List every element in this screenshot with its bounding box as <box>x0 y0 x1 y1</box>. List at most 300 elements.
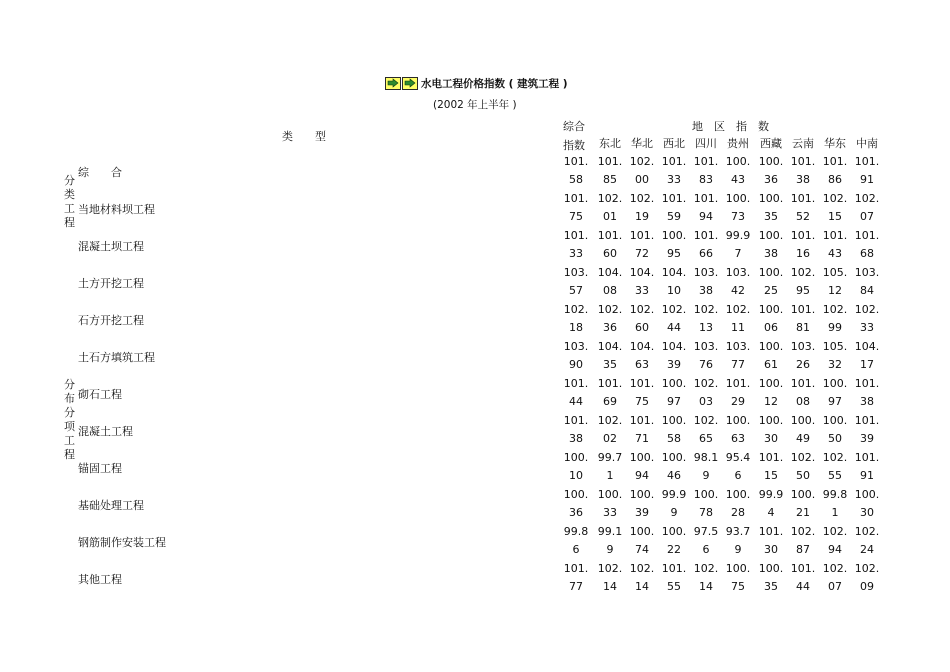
region-index-cell <box>658 560 690 596</box>
value-decimal-part: 75 <box>635 395 649 408</box>
value-integer-part: 100. <box>661 451 687 464</box>
value-integer-part: 102. <box>822 525 848 538</box>
value-integer-part: 102. <box>693 303 719 316</box>
region-index-cell <box>819 227 851 263</box>
value-integer-part: 99.9 <box>725 229 751 242</box>
value-integer-part: 104. <box>629 266 655 279</box>
value-decimal-part: 35 <box>764 580 778 593</box>
region-index-cell <box>851 486 883 522</box>
region-header: 贵州 <box>727 137 749 150</box>
region-index-cell <box>787 412 819 448</box>
value-decimal-part: 08 <box>603 284 617 297</box>
value-decimal-part: 73 <box>731 210 745 223</box>
green-arrow-icon <box>402 77 418 90</box>
region-index-cell <box>690 449 722 485</box>
value-integer-part: 102. <box>661 303 687 316</box>
row-label: 综 合 <box>78 166 122 179</box>
value-decimal-part: 72 <box>635 247 649 260</box>
composite-index-header: 指数 <box>563 139 585 152</box>
value-integer-part: 102. <box>822 192 848 205</box>
region-index-cell <box>626 264 658 300</box>
region-index-cell <box>755 301 787 337</box>
value-decimal-part: 87 <box>796 543 810 556</box>
value-decimal-part: 81 <box>796 321 810 334</box>
value-decimal-part: 12 <box>764 395 778 408</box>
type-header: 类 型 <box>282 130 326 143</box>
value-integer-part: 101. <box>854 451 880 464</box>
value-decimal-part: 44 <box>569 395 583 408</box>
value-integer-part: 104. <box>661 340 687 353</box>
value-decimal-part: 61 <box>764 358 778 371</box>
value-integer-part: 101. <box>563 414 589 427</box>
value-decimal-part: 52 <box>796 210 810 223</box>
region-header: 云南 <box>792 137 814 150</box>
composite-index-cell <box>560 412 592 448</box>
value-integer-part: 101. <box>661 155 687 168</box>
region-index-cell <box>594 227 626 263</box>
value-integer-part: 100. <box>758 229 784 242</box>
value-integer-part: 101. <box>563 229 589 242</box>
value-integer-part: 104. <box>629 340 655 353</box>
region-index-cell <box>658 338 690 374</box>
composite-index-cell <box>560 227 592 263</box>
value-decimal-part: 75 <box>731 580 745 593</box>
value-decimal-part: 75 <box>569 210 583 223</box>
value-integer-part: 100. <box>758 266 784 279</box>
value-integer-part: 101. <box>854 414 880 427</box>
region-index-cell <box>755 375 787 411</box>
row-label: 土石方填筑工程 <box>78 351 155 364</box>
value-integer-part: 102. <box>693 562 719 575</box>
region-index-cell <box>787 375 819 411</box>
region-index-cell <box>851 412 883 448</box>
region-index-cell <box>690 375 722 411</box>
region-index-header: 地 区 指 数 <box>692 120 769 133</box>
region-index-cell <box>787 449 819 485</box>
group-label: 分布分项工程 <box>64 378 75 461</box>
region-index-cell <box>722 153 754 189</box>
value-decimal-part: 94 <box>699 210 713 223</box>
value-decimal-part: 30 <box>764 543 778 556</box>
region-index-cell <box>851 301 883 337</box>
value-integer-part: 102. <box>629 562 655 575</box>
document-title: 水电工程价格指数 ( 建筑工程 ) <box>421 77 568 90</box>
value-decimal-part: 50 <box>796 469 810 482</box>
region-index-cell <box>819 560 851 596</box>
region-index-cell <box>658 301 690 337</box>
value-decimal-part: 32 <box>828 358 842 371</box>
region-index-cell <box>626 338 658 374</box>
region-index-cell <box>690 523 722 559</box>
value-integer-part: 100. <box>661 229 687 242</box>
value-decimal-part: 18 <box>569 321 583 334</box>
region-index-cell <box>722 190 754 226</box>
value-decimal-part: 63 <box>635 358 649 371</box>
value-decimal-part: 00 <box>635 173 649 186</box>
region-index-cell <box>851 264 883 300</box>
value-integer-part: 102. <box>790 266 816 279</box>
region-index-cell <box>594 190 626 226</box>
value-decimal-part: 65 <box>699 432 713 445</box>
value-decimal-part: 69 <box>603 395 617 408</box>
value-integer-part: 102. <box>854 562 880 575</box>
value-integer-part: 100. <box>758 155 784 168</box>
value-decimal-part: 08 <box>796 395 810 408</box>
value-decimal-part: 90 <box>569 358 583 371</box>
value-decimal-part: 38 <box>569 432 583 445</box>
value-integer-part: 100. <box>629 488 655 501</box>
composite-index-cell <box>560 264 592 300</box>
row-label: 混凝土坝工程 <box>78 240 144 253</box>
value-integer-part: 101. <box>597 229 623 242</box>
value-decimal-part: 95 <box>667 247 681 260</box>
region-index-cell <box>819 486 851 522</box>
value-integer-part: 100. <box>725 488 751 501</box>
value-decimal-part: 14 <box>603 580 617 593</box>
region-index-cell <box>851 449 883 485</box>
value-integer-part: 100. <box>693 488 719 501</box>
region-index-cell <box>722 449 754 485</box>
value-integer-part: 101. <box>661 562 687 575</box>
value-decimal-part: 36 <box>764 173 778 186</box>
value-integer-part: 103. <box>725 340 751 353</box>
value-integer-part: 99.9 <box>758 488 784 501</box>
region-index-cell <box>658 375 690 411</box>
value-decimal-part: 16 <box>796 247 810 260</box>
value-decimal-part: 14 <box>699 580 713 593</box>
value-decimal-part: 66 <box>699 247 713 260</box>
region-index-cell <box>626 523 658 559</box>
value-integer-part: 101. <box>563 192 589 205</box>
region-index-cell <box>755 449 787 485</box>
composite-index-cell <box>560 486 592 522</box>
value-integer-part: 100. <box>822 377 848 390</box>
value-decimal-part: 42 <box>731 284 745 297</box>
value-decimal-part: 63 <box>731 432 745 445</box>
region-index-cell <box>690 560 722 596</box>
region-index-cell <box>658 227 690 263</box>
region-index-cell <box>594 375 626 411</box>
value-integer-part: 100. <box>758 562 784 575</box>
region-index-cell <box>690 338 722 374</box>
value-integer-part: 101. <box>597 155 623 168</box>
region-index-cell <box>722 486 754 522</box>
value-integer-part: 100. <box>629 451 655 464</box>
region-index-cell <box>787 264 819 300</box>
region-index-cell <box>658 449 690 485</box>
value-integer-part: 101. <box>790 155 816 168</box>
value-decimal-part: 11 <box>731 321 745 334</box>
region-index-cell <box>819 375 851 411</box>
value-decimal-part: 99 <box>828 321 842 334</box>
region-index-cell <box>851 338 883 374</box>
region-index-cell <box>819 190 851 226</box>
region-index-cell <box>787 227 819 263</box>
composite-header: 综合 <box>563 120 585 133</box>
value-decimal-part: 43 <box>828 247 842 260</box>
value-decimal-part: 33 <box>635 284 649 297</box>
value-decimal-part: 55 <box>828 469 842 482</box>
region-index-cell <box>658 523 690 559</box>
row-label: 土方开挖工程 <box>78 277 144 290</box>
value-integer-part: 103. <box>854 266 880 279</box>
value-decimal-part: 35 <box>764 210 778 223</box>
value-integer-part: 102. <box>597 192 623 205</box>
row-label: 砌石工程 <box>78 388 122 401</box>
value-integer-part: 104. <box>854 340 880 353</box>
value-decimal-part: 14 <box>635 580 649 593</box>
value-integer-part: 100. <box>790 488 816 501</box>
value-decimal-part: 38 <box>796 173 810 186</box>
value-decimal-part: 50 <box>828 432 842 445</box>
value-integer-part: 102. <box>597 303 623 316</box>
region-index-cell <box>626 153 658 189</box>
region-header: 华东 <box>824 137 846 150</box>
value-decimal-part: 60 <box>635 321 649 334</box>
value-integer-part: 101. <box>822 229 848 242</box>
region-index-cell <box>722 523 754 559</box>
value-decimal-part: 58 <box>569 173 583 186</box>
region-index-cell <box>594 338 626 374</box>
region-index-cell <box>658 264 690 300</box>
region-index-cell <box>787 301 819 337</box>
value-decimal-part: 01 <box>603 210 617 223</box>
value-decimal-part: 03 <box>699 395 713 408</box>
value-integer-part: 101. <box>661 192 687 205</box>
value-integer-part: 102. <box>629 192 655 205</box>
value-decimal-part: 85 <box>603 173 617 186</box>
region-index-cell <box>594 560 626 596</box>
value-decimal-part: 97 <box>667 395 681 408</box>
value-decimal-part: 68 <box>860 247 874 260</box>
region-index-cell <box>626 227 658 263</box>
value-integer-part: 101. <box>563 377 589 390</box>
region-index-cell <box>819 523 851 559</box>
value-decimal-part: 7 <box>734 247 742 260</box>
region-index-cell <box>787 523 819 559</box>
region-index-cell <box>658 190 690 226</box>
region-index-cell <box>755 523 787 559</box>
value-integer-part: 93.7 <box>725 525 751 538</box>
row-label: 石方开挖工程 <box>78 314 144 327</box>
value-integer-part: 101. <box>854 229 880 242</box>
green-arrow-icon <box>385 77 401 90</box>
value-decimal-part: 38 <box>860 395 874 408</box>
value-decimal-part: 39 <box>860 432 874 445</box>
value-decimal-part: 36 <box>569 506 583 519</box>
value-decimal-part: 77 <box>731 358 745 371</box>
value-decimal-part: 97 <box>828 395 842 408</box>
value-decimal-part: 06 <box>764 321 778 334</box>
region-index-cell <box>690 264 722 300</box>
row-label: 当地材料坝工程 <box>78 203 155 216</box>
region-index-cell <box>755 153 787 189</box>
group-label: 分类工程 <box>64 174 75 229</box>
region-index-cell <box>626 449 658 485</box>
value-decimal-part: 33 <box>860 321 874 334</box>
value-decimal-part: 07 <box>860 210 874 223</box>
value-integer-part: 95.4 <box>725 451 751 464</box>
value-decimal-part: 15 <box>828 210 842 223</box>
value-decimal-part: 71 <box>635 432 649 445</box>
value-decimal-part: 35 <box>603 358 617 371</box>
region-index-cell <box>626 560 658 596</box>
region-index-cell <box>722 227 754 263</box>
value-decimal-part: 6 <box>702 543 710 556</box>
region-index-cell <box>594 486 626 522</box>
region-index-cell <box>851 227 883 263</box>
value-integer-part: 101. <box>854 155 880 168</box>
region-index-cell <box>755 227 787 263</box>
value-decimal-part: 9 <box>670 506 678 519</box>
region-index-cell <box>755 412 787 448</box>
value-decimal-part: 4 <box>767 506 775 519</box>
region-index-cell <box>594 264 626 300</box>
value-integer-part: 102. <box>725 303 751 316</box>
value-integer-part: 101. <box>725 377 751 390</box>
region-index-cell <box>690 190 722 226</box>
region-index-cell <box>819 153 851 189</box>
region-index-cell <box>690 227 722 263</box>
value-integer-part: 101. <box>629 229 655 242</box>
region-index-cell <box>690 301 722 337</box>
region-header: 西北 <box>663 137 685 150</box>
value-decimal-part: 58 <box>667 432 681 445</box>
region-index-cell <box>819 412 851 448</box>
value-integer-part: 100. <box>563 488 589 501</box>
composite-index-cell <box>560 338 592 374</box>
region-index-cell <box>722 412 754 448</box>
value-decimal-part: 9 <box>702 469 710 482</box>
value-decimal-part: 57 <box>569 284 583 297</box>
value-integer-part: 98.1 <box>693 451 719 464</box>
region-index-cell <box>851 523 883 559</box>
value-integer-part: 100. <box>661 377 687 390</box>
region-index-cell <box>594 449 626 485</box>
value-decimal-part: 91 <box>860 469 874 482</box>
value-integer-part: 99.8 <box>822 488 848 501</box>
value-integer-part: 100. <box>854 488 880 501</box>
composite-index-cell <box>560 153 592 189</box>
value-decimal-part: 94 <box>828 543 842 556</box>
value-decimal-part: 6 <box>572 543 580 556</box>
value-integer-part: 105. <box>822 266 848 279</box>
region-index-cell <box>755 486 787 522</box>
value-integer-part: 104. <box>597 266 623 279</box>
value-decimal-part: 9 <box>734 543 742 556</box>
value-decimal-part: 76 <box>699 358 713 371</box>
region-header: 西藏 <box>760 137 782 150</box>
region-index-cell <box>787 486 819 522</box>
value-integer-part: 99.9 <box>661 488 687 501</box>
value-decimal-part: 02 <box>603 432 617 445</box>
value-integer-part: 104. <box>661 266 687 279</box>
row-label: 其他工程 <box>78 573 122 586</box>
region-index-cell <box>819 264 851 300</box>
region-index-cell <box>851 375 883 411</box>
value-decimal-part: 15 <box>764 469 778 482</box>
value-decimal-part: 9 <box>606 543 614 556</box>
value-decimal-part: 55 <box>667 580 681 593</box>
value-integer-part: 101. <box>854 377 880 390</box>
value-integer-part: 102. <box>597 562 623 575</box>
value-integer-part: 101. <box>790 192 816 205</box>
region-index-cell <box>594 412 626 448</box>
composite-index-cell <box>560 449 592 485</box>
value-decimal-part: 44 <box>796 580 810 593</box>
region-index-cell <box>626 301 658 337</box>
value-decimal-part: 09 <box>860 580 874 593</box>
region-header: 华北 <box>631 137 653 150</box>
region-index-cell <box>819 301 851 337</box>
composite-index-cell <box>560 375 592 411</box>
value-integer-part: 101. <box>563 155 589 168</box>
region-index-cell <box>787 560 819 596</box>
value-decimal-part: 6 <box>734 469 742 482</box>
region-index-cell <box>819 338 851 374</box>
region-index-cell <box>851 190 883 226</box>
value-integer-part: 100. <box>661 414 687 427</box>
value-decimal-part: 1 <box>831 506 839 519</box>
value-integer-part: 102. <box>854 303 880 316</box>
value-decimal-part: 83 <box>699 173 713 186</box>
value-decimal-part: 30 <box>764 432 778 445</box>
value-integer-part: 101. <box>822 155 848 168</box>
document-subtitle: (2002 年上半年 ) <box>433 99 517 111</box>
value-integer-part: 103. <box>790 340 816 353</box>
value-integer-part: 100. <box>758 340 784 353</box>
value-integer-part: 100. <box>758 192 784 205</box>
value-integer-part: 101. <box>629 377 655 390</box>
value-integer-part: 102. <box>563 303 589 316</box>
value-decimal-part: 95 <box>796 284 810 297</box>
value-integer-part: 102. <box>854 525 880 538</box>
value-integer-part: 102. <box>822 303 848 316</box>
value-decimal-part: 10 <box>569 469 583 482</box>
value-decimal-part: 10 <box>667 284 681 297</box>
value-integer-part: 102. <box>854 192 880 205</box>
region-index-cell <box>626 412 658 448</box>
region-index-cell <box>787 190 819 226</box>
value-integer-part: 101. <box>693 229 719 242</box>
region-index-cell <box>722 338 754 374</box>
region-index-cell <box>722 375 754 411</box>
value-decimal-part: 26 <box>796 358 810 371</box>
value-integer-part: 105. <box>822 340 848 353</box>
value-decimal-part: 91 <box>860 173 874 186</box>
region-index-cell <box>755 560 787 596</box>
value-decimal-part: 78 <box>699 506 713 519</box>
value-integer-part: 101. <box>563 562 589 575</box>
region-index-cell <box>851 560 883 596</box>
value-decimal-part: 33 <box>569 247 583 260</box>
value-integer-part: 100. <box>629 525 655 538</box>
value-integer-part: 103. <box>563 340 589 353</box>
region-index-cell <box>690 412 722 448</box>
value-decimal-part: 19 <box>635 210 649 223</box>
value-integer-part: 101. <box>758 525 784 538</box>
value-integer-part: 101. <box>790 303 816 316</box>
value-integer-part: 99.8 <box>563 525 589 538</box>
value-integer-part: 101. <box>790 377 816 390</box>
value-decimal-part: 33 <box>667 173 681 186</box>
value-decimal-part: 43 <box>731 173 745 186</box>
value-integer-part: 104. <box>597 340 623 353</box>
value-integer-part: 102. <box>822 562 848 575</box>
value-integer-part: 100. <box>725 192 751 205</box>
region-index-cell <box>755 264 787 300</box>
value-integer-part: 100. <box>661 525 687 538</box>
